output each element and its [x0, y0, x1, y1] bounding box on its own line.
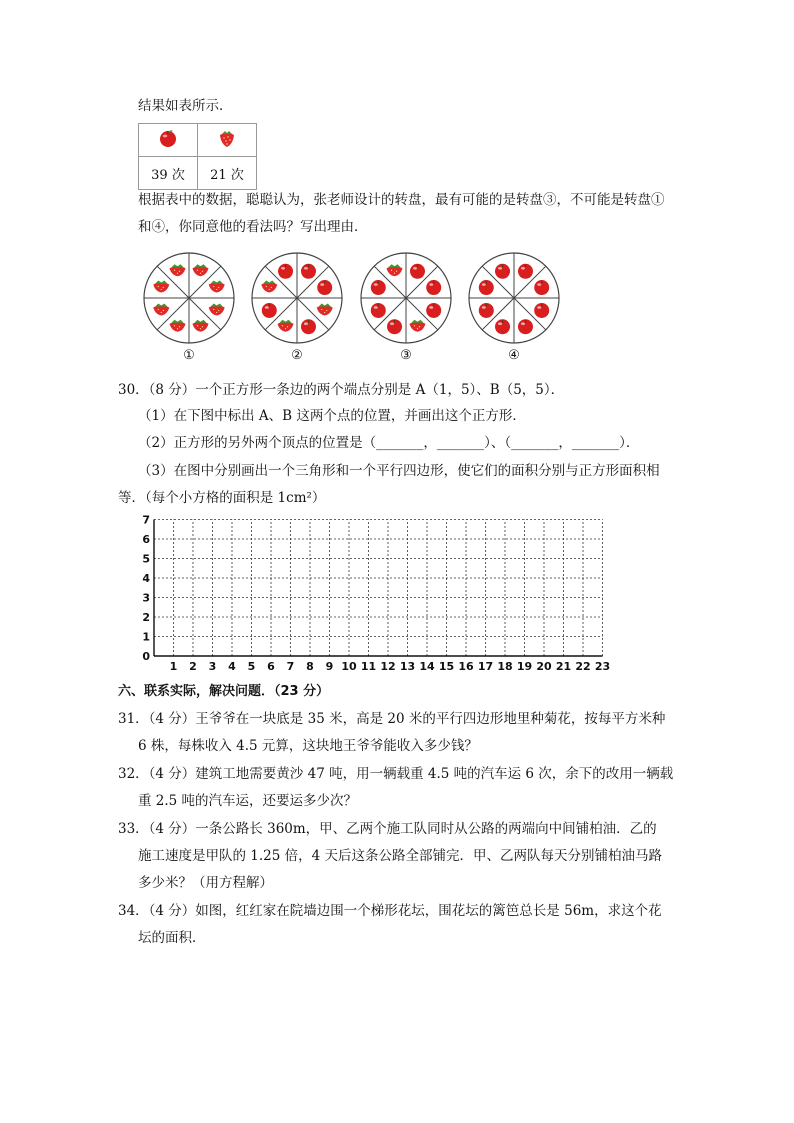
x-tick-label: 20	[536, 660, 552, 673]
spinner-label-3: ③	[400, 348, 412, 363]
apple-icon	[371, 303, 386, 318]
x-tick-label: 2	[189, 660, 197, 673]
result-table	[138, 123, 257, 190]
y-tick-label: 4	[142, 572, 150, 585]
x-tick-label: 9	[325, 660, 334, 673]
q31-line-2: 6 株，每株收入 4.5 元算，这块地王爷爷能收入多少钱？	[138, 738, 478, 754]
x-tick-label: 21	[555, 660, 572, 673]
apple-icon	[301, 264, 316, 279]
x-tick-label: 1	[169, 660, 178, 673]
apple-cell	[139, 124, 198, 157]
y-tick-label: 6	[142, 533, 150, 546]
x-tick-label: 13	[399, 660, 416, 673]
apple-count: 39 次	[139, 157, 198, 190]
apple-icon	[426, 280, 441, 295]
apple-icon	[371, 280, 386, 295]
q30-part-1: （1）在下图中标出 A、B 这两个点的位置，并画出这个正方形．	[138, 408, 526, 424]
coordinate-grid[interactable]	[138, 515, 618, 675]
apple-icon	[518, 319, 533, 334]
y-tick-label: 1	[142, 630, 150, 644]
x-tick-label: 11	[360, 660, 377, 673]
spinner-3	[358, 250, 454, 346]
x-tick-label: 14	[419, 660, 435, 673]
x-tick-label: 22	[575, 660, 591, 673]
apple-icon	[479, 303, 494, 318]
x-tick-label: 12	[380, 660, 396, 673]
q34-line-1: 34．（4 分）如图，红红家在院墙边围一个梯形花坛，围花坛的篱笆总长是 56m，求这个花	[118, 903, 662, 919]
x-tick-label: 15	[438, 660, 455, 673]
spinner-1	[141, 250, 237, 346]
x-tick-label: 5	[247, 660, 256, 673]
spinner-label-2: ②	[291, 348, 303, 363]
y-tick-label: 2	[142, 611, 150, 624]
apple-icon	[534, 303, 549, 318]
apple-icon	[518, 264, 533, 279]
q32-line-2: 重 2.5 吨的汽车运，还要运多少次？	[138, 793, 358, 809]
x-tick-label: 23	[594, 660, 611, 673]
q31-line-1: 31．（4 分）王爷爷在一块底是 35 米，高是 20 米的平行四边形地里种菊花，按每平方米种	[118, 711, 666, 727]
y-tick-label: 5	[142, 552, 150, 566]
apple-icon	[262, 303, 277, 318]
y-tick-label: 7	[142, 515, 150, 527]
q32-line-1: 32．（4 分）建筑工地需要黄沙 47 吨，用一辆载重 4.5 吨的汽车运 6 次，余下的改用一辆载	[118, 766, 674, 782]
q29-text-1: 根据表中的数据，聪聪认为，张老师设计的转盘，最有可能的是转盘③，不可能是转盘①	[138, 192, 665, 208]
y-tick-label: 3	[142, 591, 150, 605]
strawberry-icon	[216, 127, 238, 149]
spinner-label-1: ①	[183, 348, 195, 363]
x-tick-label: 6	[267, 660, 275, 673]
apple-icon	[426, 303, 441, 318]
y-tick-label: 0	[142, 650, 150, 663]
x-tick-label: 7	[286, 660, 295, 673]
q30-header: 30．（8 分）一个正方形一条边的两个端点分别是 A（1，5）、B（5，5）．	[118, 382, 565, 398]
q33-line-1: 33．（4 分）一条公路长 360m，甲、乙两个施工队同时从公路的两端向中间铺柏油．乙的	[118, 821, 657, 837]
strawberry-cell	[198, 124, 257, 157]
q33-line-3: 多少米？（用方程解）	[138, 875, 273, 891]
x-tick-label: 17	[477, 660, 494, 673]
x-tick-label: 18	[497, 660, 513, 673]
q29-text-2: 和④，你同意他的看法吗？写出理由．	[138, 219, 368, 235]
strawberry-count: 21 次	[198, 157, 257, 190]
grid-lines	[154, 520, 603, 657]
apple-icon	[534, 280, 549, 295]
spinner-4	[466, 250, 562, 346]
q33-line-2: 施工速度是甲队的 1.25 倍，4 天后这条公路全部铺完．甲、乙两队每天分别铺柏油马路	[138, 848, 663, 864]
apple-icon	[387, 319, 402, 334]
q30-part-3a: （3）在图中分别画出一个三角形和一个平行四边形，使它们的面积分别与正方形面积相	[138, 463, 660, 479]
x-tick-label: 8	[306, 660, 314, 673]
section-6-heading: 六、联系实际，解决问题．（23 分）	[118, 684, 330, 699]
x-tick-label: 10	[341, 660, 357, 673]
apple-icon	[479, 280, 494, 295]
apple-icon	[410, 264, 425, 279]
apple-icon	[278, 264, 293, 279]
apple-icon	[495, 264, 510, 279]
spinner-label-4: ④	[508, 348, 520, 363]
apple-icon	[495, 319, 510, 334]
q30-part-2: （2）正方形的另外两个顶点的位置是（_______，_______）、（_______，_______）．	[138, 435, 640, 451]
q30-part-3b: 等．（每个小方格的面积是 1cm²）	[118, 490, 326, 506]
x-tick-label: 4	[228, 660, 236, 673]
q34-line-2: 坛的面积．	[138, 930, 206, 946]
apple-icon	[317, 280, 332, 295]
x-tick-label: 19	[516, 660, 533, 673]
spinner-2	[249, 250, 345, 346]
x-tick-label: 16	[458, 660, 474, 673]
apple-icon	[157, 127, 179, 149]
intro-text: 结果如表所示．	[138, 98, 233, 114]
apple-icon	[301, 319, 316, 334]
x-tick-label: 3	[208, 660, 217, 673]
